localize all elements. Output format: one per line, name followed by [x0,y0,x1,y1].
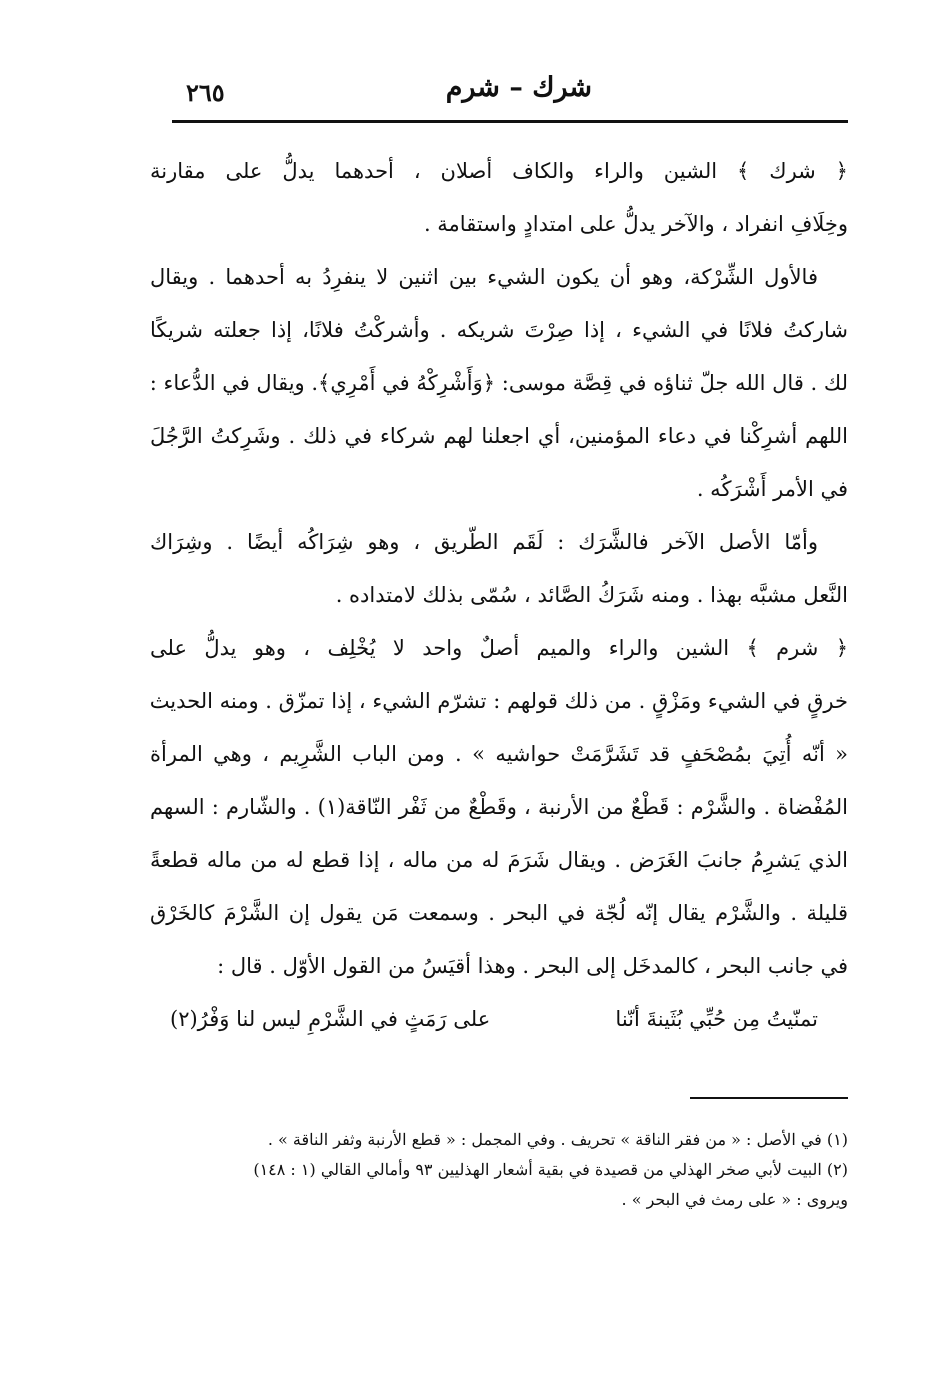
text-line: خرقٍ في الشيء ومَزْقٍ . من ذلك قولهم : تشرّم الشيء ، إذا تمزّق . ومنه الحديث [150,689,848,713]
text-line: الذي يَشرِمُ جانبَ الغَرَض . ويقال شَرَمَ له من ماله ، إذا قطع له من ماله قطعةً [150,848,848,872]
text-line: قليلة . والشَّرْم يقال إنّه لُجّة في البحر . وسمعت مَن يقول إن الشَّرْمَ كالخَرْق [150,901,848,925]
footnotes [172,1125,848,1215]
text-line: في جانب البحر ، كالمدخَل إلى البحر . وهذا أقيَسُ من القول الأوّل . قال : [217,954,848,978]
main-text [150,145,848,1046]
header-rule [172,120,848,123]
poetry-verse [150,993,848,1046]
page-number: ٢٦٥ [186,78,225,107]
running-head: شرك – شرم [445,72,592,103]
text-line: « أنّه أُتِيَ بمُصْحَفٍ قد تَشَرَّمَتْ حواشيه » . ومن الباب الشَّرِيم ، وهي المرأة [150,742,848,766]
text-line: اللهم أشرِكْنا في دعاء المؤمنين، أي اجعلنا لهم شركاء في ذلك . وشَرِكتُ الرَّجُلَ [150,424,848,448]
entry-heading-line: ﴿ شرم ﴾ الشين والراء والميم أصلٌ واحد لا يُخْلِف ، وهو يدلُّ على [150,636,848,660]
text-line: وأمّا الأصل الآخر فالشَّرَك : لَقَم الطّريق ، وهو شِرَاكُه أيضًا . وشِرَاك [150,530,818,554]
footnote-2-continued: ويروى : « على رمث في البحر » . [621,1190,848,1209]
page-header [172,72,842,122]
text-line: وخِلَافِ انفراد ، والآخر يدلُّ على امتدادٍ واستقامة . [423,212,848,236]
text-line: فالأول الشِّرْكة، وهو أن يكون الشيء بين اثنين لا ينفرِدُ به أحدهما . ويقال [150,265,818,289]
text-line: المُفْضاة . والشَّرْم : قَطْعٌ من الأرنبة ، وقَطْعٌ من ثَفْر النّاقة(١) . والشّارم : السهم [150,795,848,819]
text-line: شاركتُ فلانًا في الشيء ، إذا صِرْتَ شريكه . وأشركْتُ فلانًا، إذا جعلته شريكًا [150,318,848,342]
footnote-separator [690,1097,848,1099]
text-line: النَّعل مشبَّه بهذا . ومنه شَرَكُ الصَّائد ، سُمّى بذلك لامتداده . [335,583,848,607]
footnote-1: (١) في الأصل : « من فقر الناقة » تحريف . وفي المجمل : « قطع الأرنبة وثفر الناقة » . [267,1130,848,1149]
text-line: في الأمر أَشْرَكُه . [696,477,848,501]
text-line: لك . قال الله جلّ ثناؤه في قِصَّة موسى: ﴿وَأَشْرِكْهُ في أَمْرِي﴾. ويقال في الدُّعاء : [150,371,848,395]
footnote-2: (٢) البيت لأبي صخر الهذلي من قصيدة في بقية أشعار الهذليين ٩٣ وأمالي القالي (١ : ١٤٨) [253,1160,848,1179]
verse-second-hemistich: على رَمَثٍ في الشَّرْمِ ليس لنا وَفْرُ(٢) [170,1007,491,1031]
entry-heading-line: ﴿ شرك ﴾ الشين والراء والكاف أصلان ، أحدهما يدلُّ على مقارنة [150,159,848,183]
verse-first-hemistich: تمنّيتُ مِن حُبِّي بُثَينةَ أنّنا [615,1007,818,1031]
